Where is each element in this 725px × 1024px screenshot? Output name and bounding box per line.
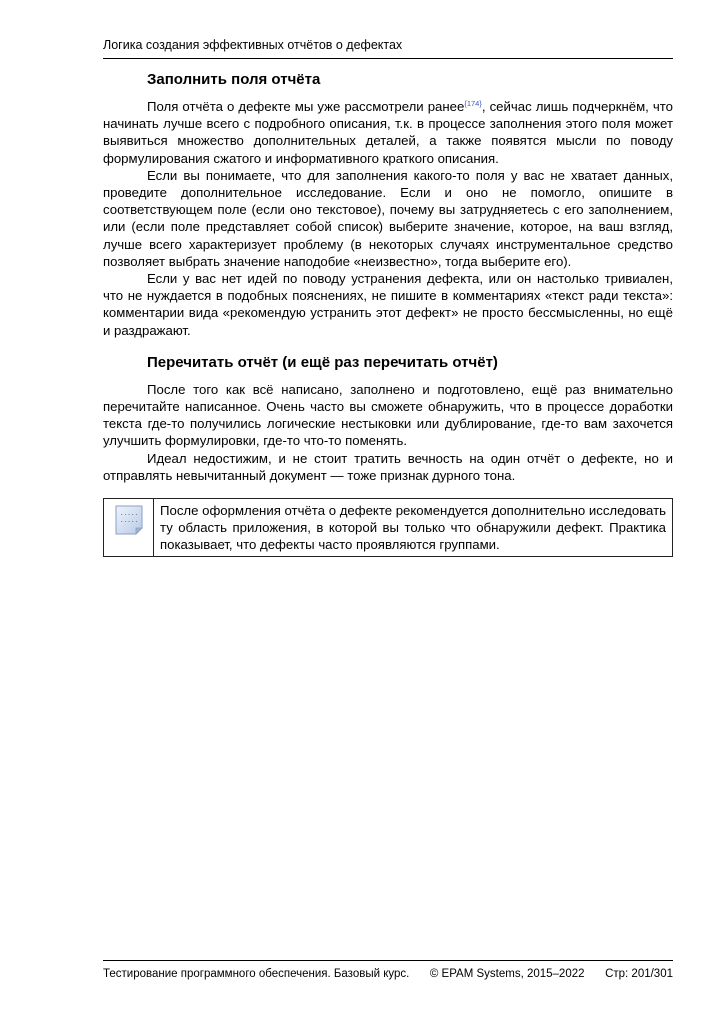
paragraph — [103, 98, 673, 167]
footer-copyright: © EPAM Systems, 2015–2022 — [429, 968, 585, 980]
paragraph-text: , сейчас лишь подчеркнём, что начинать лучше всего с подробного описания, т.к. в процессе заполнения этого поля может выявиться множество дополнительных деталей, а также появятся мысли по поводу формулирования сжатого и информативного краткого описания. — [103, 99, 673, 166]
section-heading-fill-fields: Заполнить поля отчёта — [147, 71, 321, 88]
paragraph: Если вы понимаете, что для заполнения какого-то поля у вас не хватает данных, проведите дополнительное исследование. Если и оно не помогло, опишите в соответствующем поле (если оно текстовое), почему вы затрудняетесь с его заполнением, или (если поле представляет собой список) выберите значение, которое, на ваш взгляд, лучше всего характеризует проблему (в некоторых случаях инструментальное средство позволяет выбрать значение наподобие «неизвестно», тогда выберите его). — [103, 167, 673, 269]
paragraph-text: Поля отчёта о дефекте мы уже рассмотрели ранее — [147, 99, 465, 114]
paragraph: После того как всё написано, заполнено и подготовлено, ещё раз внимательно перечитайте написанное. Очень часто вы сможете обнаружить, что в процессе доработки текста где-то получились логические нестыковки или дублирование, где-то вам захочется улучшить формулировки, где-то что-то поменять. — [103, 381, 673, 449]
note-text: После оформления отчёта о дефекте рекомендуется дополнительно исследовать ту область приложения, в которой вы только что обнаружили дефект. Практика показывает, что дефекты часто проявляются группами. — [160, 503, 666, 553]
svg-text:.....: ..... — [119, 517, 138, 525]
reference-link[interactable]: {174} — [464, 99, 482, 108]
section-heading-reread: Перечитать отчёт (и ещё раз перечитать отчёт) — [147, 353, 498, 371]
footer-page-number: Стр: 201/301 — [605, 968, 673, 980]
header-title: Логика создания эффективных отчётов о дефектах — [103, 38, 403, 52]
svg-text:.....: ..... — [119, 510, 138, 518]
footer-book-title: Тестирование программного обеспечения. Базовый курс. — [103, 968, 410, 980]
paragraph: Идеал недостижим, и не стоит тратить вечность на один отчёт о дефекте, но и отправлять невычитанный документ — тоже признак дурного тона. — [103, 450, 673, 483]
note-icon-cell — [104, 499, 154, 556]
paragraph: Если у вас нет идей по поводу устранения дефекта, или он настолько тривиален, что не нуждается в подобных пояснениях, не пишите в комментариях «текст ради текста»: комментарии вида «рекомендую устранить этот дефект» не просто бессмысленны, но ещё и раздражают. — [103, 271, 673, 338]
page-content — [103, 70, 673, 557]
page-header — [103, 36, 673, 59]
note-icon — [114, 504, 144, 536]
note-box — [103, 498, 673, 557]
page-footer — [103, 960, 673, 981]
